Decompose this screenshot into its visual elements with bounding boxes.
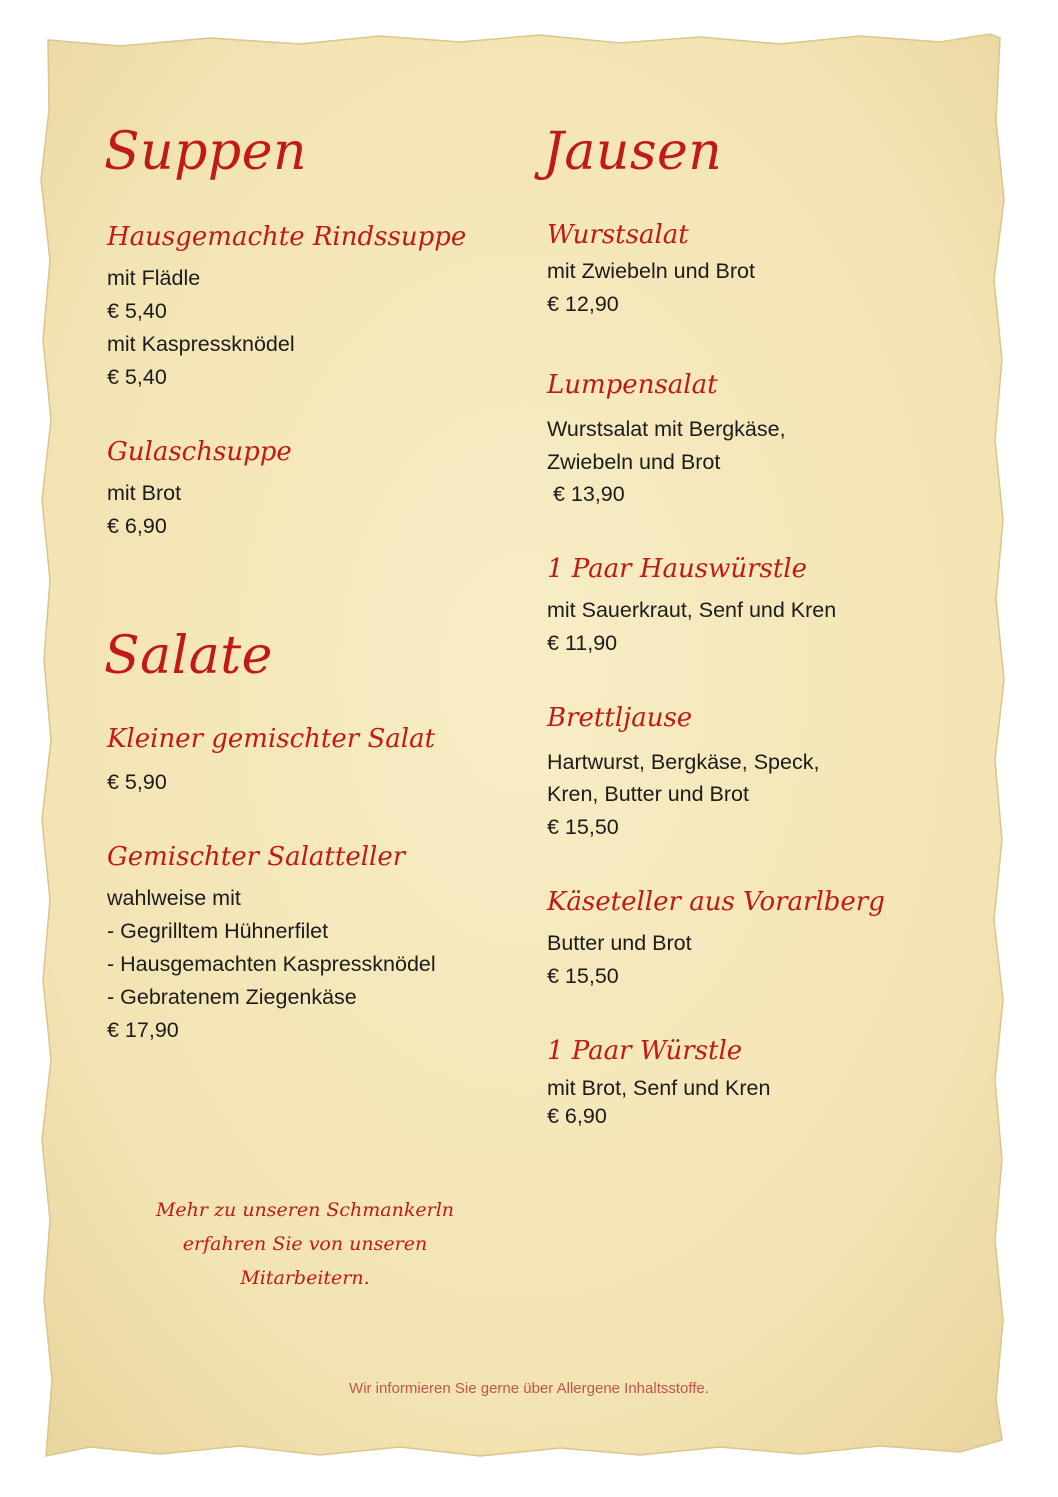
item-line: - Gebratenem Ziegenkäse bbox=[107, 985, 357, 1009]
item-line: mit Brot, Senf und Kren bbox=[547, 1076, 771, 1100]
item-price: € 13,90 bbox=[547, 482, 625, 506]
note-line: Mitarbeitern. bbox=[240, 1267, 370, 1289]
note-line: erfahren Sie von unseren bbox=[182, 1233, 428, 1255]
item-line: Butter und Brot bbox=[547, 931, 692, 955]
item-price: € 5,40 bbox=[107, 299, 167, 323]
item-line: wahlweise mit bbox=[107, 886, 241, 910]
item-line: mit Brot bbox=[107, 481, 182, 505]
item-line: Kren, Butter und Brot bbox=[547, 782, 749, 806]
item-price: € 5,90 bbox=[107, 770, 167, 794]
item-title: Lumpensalat bbox=[547, 370, 718, 400]
section-title-salate: Salate bbox=[104, 626, 273, 686]
item-price: € 6,90 bbox=[107, 514, 167, 538]
item-price: € 15,50 bbox=[547, 815, 619, 839]
item-title: 1 Paar Würstle bbox=[547, 1036, 743, 1066]
item-title: Hausgemachte Rindssuppe bbox=[107, 222, 467, 252]
item-price: € 11,90 bbox=[547, 631, 618, 655]
item-price: € 12,90 bbox=[547, 292, 619, 316]
item-title: Brettljause bbox=[547, 703, 693, 733]
item-title: Käseteller aus Vorarlberg bbox=[547, 887, 885, 917]
item-title: Gulaschsuppe bbox=[107, 437, 292, 467]
section-title-suppen: Suppen bbox=[104, 122, 307, 182]
item-line: Hartwurst, Bergkäse, Speck, bbox=[547, 750, 820, 774]
item-title: 1 Paar Hauswürstle bbox=[547, 554, 808, 584]
item-line: Wurstsalat mit Bergkäse, bbox=[547, 417, 786, 441]
item-title: Wurstsalat bbox=[547, 220, 689, 250]
note-line: Mehr zu unseren Schmankerln bbox=[155, 1199, 455, 1221]
item-line: mit Flädle bbox=[107, 266, 201, 290]
item-price: € 5,40 bbox=[107, 365, 167, 389]
item-price: € 6,90 bbox=[547, 1104, 607, 1128]
item-line: mit Sauerkraut, Senf und Kren bbox=[547, 598, 837, 622]
item-line: mit Kaspressknödel bbox=[107, 332, 295, 356]
item-price: € 15,50 bbox=[547, 964, 619, 988]
item-line: Zwiebeln und Brot bbox=[547, 450, 721, 474]
section-title-jausen: Jausen bbox=[543, 122, 723, 182]
item-line: - Gegrilltem Hühnerfilet bbox=[107, 919, 329, 943]
item-title: Kleiner gemischter Salat bbox=[107, 724, 436, 754]
staff-info-note bbox=[130, 1193, 480, 1295]
item-price: € 17,90 bbox=[107, 1018, 179, 1042]
item-line: - Hausgemachten Kaspressknödel bbox=[107, 952, 436, 976]
item-line: mit Zwiebeln und Brot bbox=[547, 259, 755, 283]
item-title: Gemischter Salatteller bbox=[107, 842, 406, 872]
allergen-footer: Wir informieren Sie gerne über Allergene Inhaltsstoffe. bbox=[349, 1380, 709, 1397]
